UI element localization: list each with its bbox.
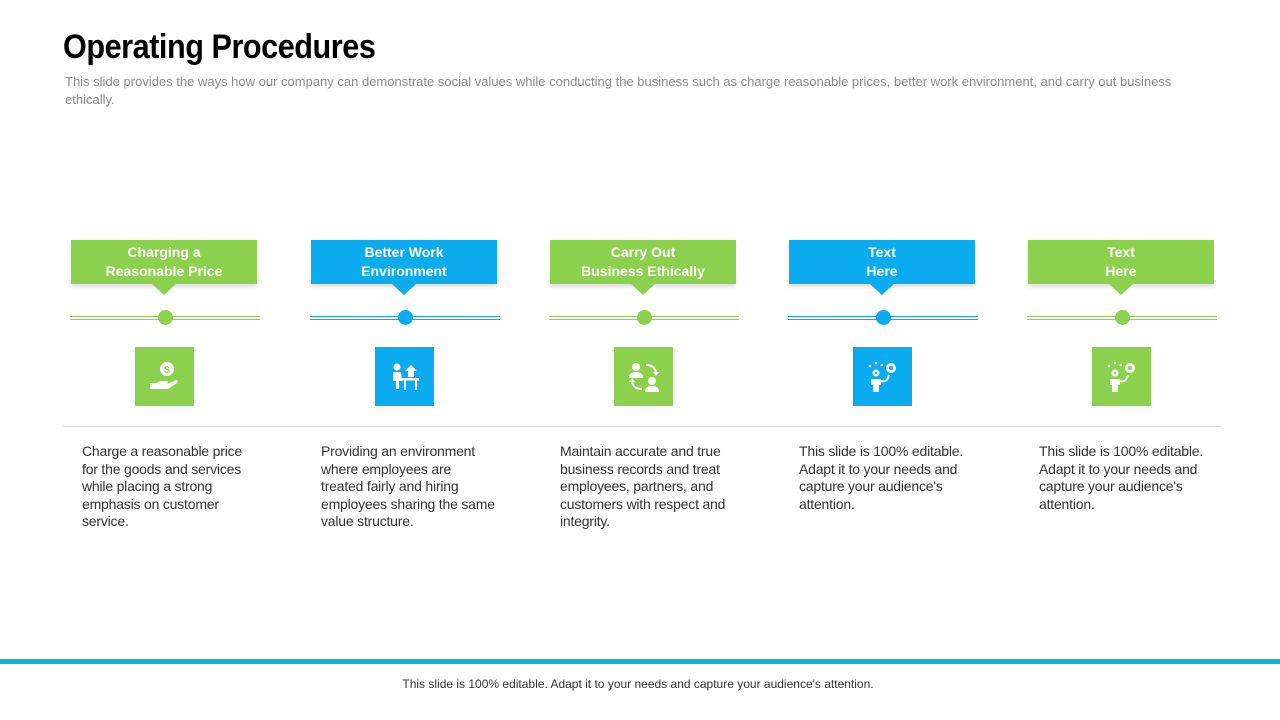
step-5-label: Text Here [1028, 240, 1214, 284]
step-5-dot [1115, 310, 1130, 325]
step-4 [788, 240, 978, 284]
step-4-label: Text Here [789, 240, 975, 284]
step-2-description: Providing an environment where employees are treated fairly and hiring employees sharing the same value structure. [321, 443, 495, 530]
footer-note: This slide is 100% editable. Adapt it to your needs and capture your audience's attention. [402, 677, 874, 691]
step-2 [310, 240, 500, 284]
hand-gears-icon [1104, 359, 1140, 395]
step-3-label: Carry Out Business Ethically [550, 240, 736, 284]
step-1-dot [158, 310, 173, 325]
page-subtitle: This slide provides the ways how our company can demonstrate social values while conducting the business such as charge reasonable prices, better work environment, and carry out business ethically. [65, 74, 1172, 107]
svg-text:$: $ [163, 364, 170, 376]
step-3-dot [637, 310, 652, 325]
people-exchange-icon [626, 359, 662, 395]
step-4-description: This slide is 100% editable. Adapt it to your needs and capture your audience's attention. [799, 443, 964, 512]
step-5 [1027, 240, 1217, 284]
money-hand-icon [147, 359, 183, 395]
page-title: Operating Procedures [63, 28, 376, 66]
bottom-accent-bar [0, 659, 1280, 664]
step-4-icon-box [853, 347, 912, 406]
step-3-description: Maintain accurate and true business records and treat employees, partners, and customers with respect and integrity. [560, 443, 726, 530]
step-5-icon-box [1092, 347, 1151, 406]
step-2-icon-box [375, 347, 434, 406]
step-2-dot [398, 310, 413, 325]
step-1-description: Charge a reasonable price for the goods and services while placing a strong emphasis on customer service. [82, 443, 242, 530]
step-1-label: Charging a Reasonable Price [71, 240, 257, 284]
section-divider [63, 426, 1222, 427]
step-5-description: This slide is 100% editable. Adapt it to your needs and capture your audience's attention. [1039, 443, 1204, 512]
step-1-icon-box [135, 347, 194, 406]
step-2-label: Better Work Environment [311, 240, 497, 284]
step-3-icon-box [614, 347, 673, 406]
step-4-dot [876, 310, 891, 325]
hand-gears-icon [865, 359, 901, 395]
employee-desk-icon [387, 359, 423, 395]
step-3 [549, 240, 739, 284]
step-1 [70, 240, 260, 376]
